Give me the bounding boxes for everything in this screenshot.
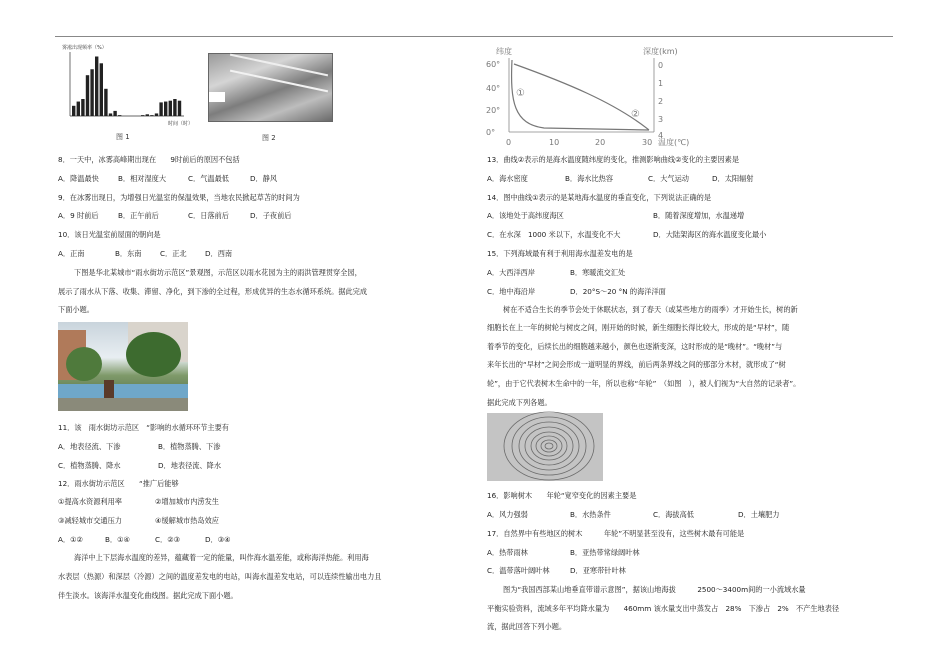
q11-stem: 11．该 雨水街坊示范区 “影响的水循环环节主要有: [58, 423, 229, 432]
q12-item-3: ③减轻城市交通压力: [58, 516, 122, 525]
q9-stem: 9．在冰雾出现日，为增强日光温室的保温效果，当地农民掀起草苫的时间为: [58, 193, 300, 202]
q14-opt-b: B．随着深度增加，水温递增: [653, 211, 745, 220]
q16-opt-d: D．土壤肥力: [738, 510, 780, 519]
intro5-line2: 平衡实验资料，流域多年平均降水量为 460mm 该水量支出中蒸发占 28% 下渗占 2% 不产生地表径: [487, 604, 840, 613]
chart-bar: [95, 57, 98, 117]
intro5-line1: 图为“我国西部某山地垂直带谱示意图”，据该山地海拔 2500～3400m间的一小流域水量: [503, 585, 806, 594]
q16-stem: 16．影响树木 年轮“宽窄变化的因素主要是: [487, 491, 637, 500]
curve1-label: ①: [516, 88, 525, 99]
q10-stem: 10．该日光温室前屋面的朝向是: [58, 230, 161, 239]
intro4-line4: 来年长出的“早材”之间会形成一道明显的界线，前后两条界线之间的那部分木材，就形成了“树: [487, 360, 786, 369]
q8-stem: 8．一天中，冰雾高峰期出现在 9时前后的原因不包括: [58, 155, 240, 164]
intro2-line3: 下面小题。: [58, 305, 94, 314]
chart-bar: [164, 102, 167, 116]
graph-right-tick-1: 1: [658, 79, 664, 88]
graph-left-axis-title: 纬度: [496, 47, 512, 56]
header-rule: [55, 36, 893, 37]
chart-bar: [146, 114, 149, 116]
q9-opt-c: C．日落前后: [188, 211, 229, 220]
q8-opt-a: A．降温最快: [58, 174, 99, 183]
rain-garden-photo: [58, 322, 188, 411]
chart-bar: [155, 113, 158, 116]
chart-bar: [150, 115, 153, 116]
chart-bar: [118, 115, 121, 116]
intro2-line2: 展示了雨水从下落、收集、滞留、净化，到下渗的全过程，形成优异的生态水循环系统。据此完成: [58, 287, 368, 296]
q12-opt-c: C．②③: [155, 535, 181, 544]
q14-stem: 14．图中曲线①表示的是某地海水温度的垂直变化，下列说法正确的是: [487, 193, 712, 202]
q12-opt-a: A．①②: [58, 535, 83, 544]
graph-left-tick-0: 0°: [486, 128, 496, 137]
q15-opt-b: B．寒暖流交汇处: [570, 268, 626, 277]
graph-right-axis-title: 深度(km): [643, 47, 678, 56]
q9-opt-d: D．子夜前后: [250, 211, 292, 220]
q13-opt-d: D．太阳辐射: [712, 174, 754, 183]
graph-x-tick-30: 30: [642, 138, 653, 147]
intro4-line3: 着季节的变化，后续长出的细胞越来越小，颜色也逐渐变深，这时形成的是“晚材”。“晚材”与: [487, 342, 783, 351]
fig1-caption: 图 1: [116, 133, 130, 141]
q12-item-1: ①提高水资源利用率: [58, 497, 122, 506]
q17-stem: 17．自然界中有些地区的树木 年轮”不明显甚至没有，这些树木最有可能是: [487, 529, 745, 538]
chart-bar: [169, 101, 172, 116]
q13-opt-b: B．海水比热容: [565, 174, 614, 183]
q8-opt-b: B．相对湿度大: [118, 174, 167, 183]
q10-opt-d: D．西南: [205, 249, 233, 258]
chart-ylabel: 雾凇出现频率（%）: [62, 45, 107, 51]
q9-opt-b: B．正午前后: [118, 211, 159, 220]
graph-left-tick-40: 40°: [486, 84, 501, 93]
graph-right-tick-3: 3: [658, 115, 664, 124]
q13-opt-a: A．海水密度: [487, 174, 528, 183]
q13-stem: 13．曲线②表示的是海水温度随纬度的变化，推测影响曲线②变化的主要因素是: [487, 155, 740, 164]
q15-opt-d: D．20°S～20 °N 的海洋洋面: [570, 287, 666, 296]
graph-right-tick-0: 0: [658, 61, 664, 70]
q15-opt-c: C．地中海沿岸: [487, 287, 536, 296]
q13-opt-c: C．大气运动: [648, 174, 689, 183]
q11-opt-c: C．植物蒸腾、降水: [58, 461, 121, 470]
q10-opt-b: B．东南: [115, 249, 142, 258]
fig2-caption: 图 2: [262, 134, 276, 142]
intro3-line3: 伴生淡水。该海洋水温变化曲线图。据此完成下面小题。: [58, 591, 238, 600]
sea-temperature-graph: [484, 42, 690, 148]
q9-opt-a: A．9 时前后: [58, 211, 99, 220]
q12-stem: 12．雨水街坊示范区 “推广后能够: [58, 479, 179, 488]
intro4-line5: 轮”，由于它代表树木生命中的一年，所以也称“年轮” （如图 ），被人们视为“大自然的记录者”。: [487, 379, 801, 388]
q17-opt-b: B．亚热带常绿阔叶林: [570, 548, 640, 557]
chart-bar: [173, 99, 176, 116]
chart-bar: [159, 102, 162, 116]
tree-ring-photo: [487, 413, 603, 481]
graph-x-tick-0: 0: [506, 138, 512, 147]
chart-bar: [104, 89, 107, 116]
q8-opt-c: C．气温最低: [188, 174, 229, 183]
q16-opt-b: B．水热条件: [570, 510, 611, 519]
chart-bar: [77, 102, 80, 116]
q15-opt-a: A．大西洋西岸: [487, 268, 536, 277]
chart-bar: [100, 63, 103, 116]
chart-xlabel: 时间（时）: [168, 121, 194, 127]
intro2-line1: 下图是华北某城市“雨水街坊示范区”景观图，示范区以雨水花园为主的雨洪管理贯穿全园，: [74, 268, 362, 277]
q10-opt-c: C．正北: [160, 249, 187, 258]
chart-bar: [72, 106, 75, 116]
intro4-line1: 树在不适合生长的季节会处于休眠状态，到了春天（或某些地方的雨季）才开始生长，树的新: [503, 305, 798, 314]
graph-x-tick-20: 20: [595, 138, 606, 147]
intro5-line3: 流，据此回答下列小题。: [487, 622, 567, 631]
q14-opt-a: A．该地处于高纬度海区: [487, 211, 564, 220]
graph-left-tick-20: 20°: [486, 106, 501, 115]
q17-opt-a: A．热带雨林: [487, 548, 528, 557]
q17-opt-c: C．温带落叶阔叶林: [487, 566, 550, 575]
q12-item-4: ④缓解城市热岛效应: [155, 516, 219, 525]
graph-left-tick-60: 60°: [486, 60, 501, 69]
q14-opt-d: D．大陆架海区的海水温度变化最小: [653, 230, 767, 239]
chart-bar: [86, 75, 89, 116]
greenhouse-photo: [208, 53, 333, 122]
q12-opt-d: D．③④: [205, 535, 231, 544]
intro3-line1: 海洋中上下层海水温度的差异，蕴藏着一定的能量，叫作海水温差能，或称海洋热能。利用海: [74, 553, 369, 562]
q14-opt-c: C．在水深 1000 米以下，水温变化不大: [487, 230, 621, 239]
chart-bar: [141, 115, 144, 116]
q11-opt-d: D．地表径流、降水: [158, 461, 222, 470]
chart-bar: [113, 111, 116, 116]
graph-right-tick-4: 4: [658, 131, 664, 140]
chart-bars: [72, 57, 181, 117]
q15-stem: 15．下列海域最有利于利用海水温差发电的是: [487, 249, 633, 258]
intro3-line2: 水表层（热源）和深层（冷源）之间的温度差发电的电站，叫海水温差发电站，可以连续性输出电力且: [58, 572, 382, 581]
q12-item-2: ②增加城市内涝发生: [155, 497, 219, 506]
intro4-line2: 细胞长在上一年的树轮与树皮之间，刚开始的时候，新生细胞长得比较大，形成的是“早材”，随: [487, 323, 790, 332]
q11-opt-b: B．植物蒸腾、下渗: [158, 442, 221, 451]
graph-x-tick-10: 10: [549, 138, 560, 147]
graph-right-tick-2: 2: [658, 97, 664, 106]
chart-bar: [90, 69, 93, 116]
curve2-label: ②: [631, 109, 640, 120]
curve-2: [514, 64, 649, 130]
q17-opt-d: D．亚寒带针叶林: [570, 566, 626, 575]
intro4-line6: 据此完成下列各题。: [487, 398, 552, 407]
chart-bar: [109, 113, 112, 116]
q12-opt-b: B．①④: [105, 535, 131, 544]
q11-opt-a: A．地表径流、下渗: [58, 442, 121, 451]
q10-opt-a: A．正南: [58, 249, 85, 258]
q16-opt-a: A．风力强弱: [487, 510, 528, 519]
fog-frequency-chart: [60, 42, 195, 128]
chart-bar: [178, 101, 181, 116]
q8-opt-d: D．静风: [250, 174, 278, 183]
graph-x-unit: 温度(℃): [658, 138, 690, 147]
chart-bar: [81, 99, 84, 116]
q16-opt-c: C．海拔高低: [653, 510, 694, 519]
